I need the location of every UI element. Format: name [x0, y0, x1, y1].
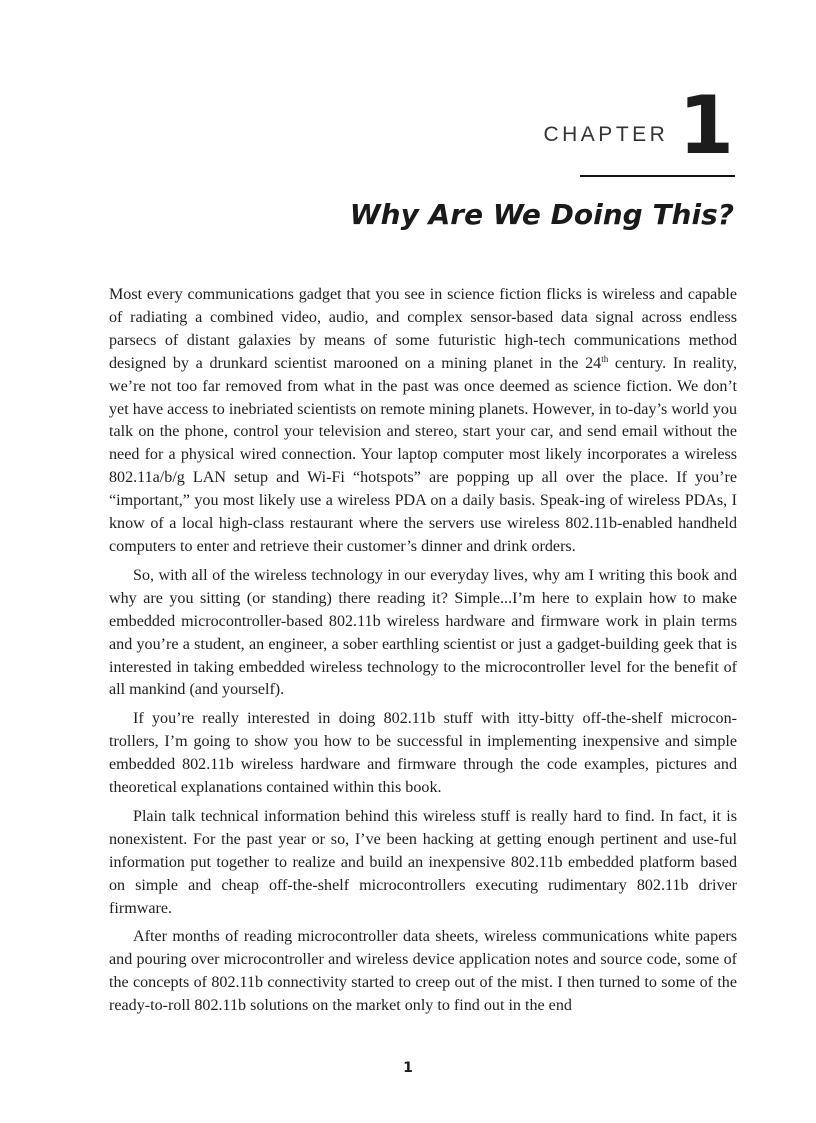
paragraph-text-part: century. In reality, we’re not too far removed from what in the past was once deemed as science fiction. We don’t yet have access to inebriated scientists on remote mining planets. However, in to-day’s world you talk on the phone, control your television and stereo, start your car, and send email without the need for a physical wired connection. Your laptop computer most likely incorporates a wireless 802.11a/b/g LAN setup and Wi-Fi “hotspots” are popping up all over the place. If you’re “important,” you most likely use a wireless PDA on a daily basis. Speak-ing of wireless PDAs, I know of a local high-class restaurant where the servers use wireless 802.11b-enabled handheld computers to enter and retrieve their customer’s dinner and drink orders. [109, 354, 737, 555]
chapter-heading [543, 79, 734, 172]
paragraph [109, 284, 737, 559]
paragraph: So, with all of the wireless technology in our everyday lives, why am I writing this book and why are you sitting (or standing) there reading it? Simple...I’m here to explain how to make embedded microcontroller-based 802.11b wireless hardware and firmware work in plain terms and you’re a student, an engineer, a sober earthling scientist or just a gadget-building geek that is interested in taking embedded wireless technology to the microcontroller level for the benefit of all mankind (and yourself). [109, 566, 737, 699]
chapter-title: Why Are We Doing This? [349, 198, 734, 231]
chapter-label: CHAPTER [543, 123, 669, 146]
paragraph-text-part: Most every communications gadget that you see in science fiction flicks is wireless and capable of radiating a combined video, audio, and complex sensor-based data signal across endless parsecs of distant galaxies by means of some futuristic high-tech communications method designed by a drunkard scientist marooned on a mining planet in the 24 [109, 286, 737, 372]
paragraph: After months of reading microcontroller data sheets, wireless communications white papers and pouring over microcontroller and wireless device application notes and source code, some of the concepts of 802.11b connectivity started to creep out of the mist. I then turned to some of the ready-to-roll 802.11b solutions on the market only to find out in the end [109, 928, 737, 1015]
paragraph: If you’re really interested in doing 802.11b stuff with itty-bitty off-the-shelf microcon-trollers, I’m going to show you how to be successful in implementing inexpensive and simple embedded 802.11b wireless hardware and firmware through the code examples, pictures and theoretical explanations contained within this book. [109, 710, 737, 797]
ordinal-superscript: th [601, 353, 609, 364]
paragraph: Plain talk technical information behind this wireless stuff is really hard to find. In fact, it is nonexistent. For the past year or so, I’ve been hacking at getting enough pertinent and use-ful information put together to realize and build an inexpensive 802.11b embedded platform based on simple and cheap off-the-shelf microcontrollers executing rudimentary 802.11b driver firmware. [109, 807, 737, 917]
chapter-number: 1 [678, 79, 734, 172]
chapter-body [109, 284, 737, 1024]
page-number: 1 [403, 1060, 413, 1076]
chapter-rule [580, 175, 735, 177]
